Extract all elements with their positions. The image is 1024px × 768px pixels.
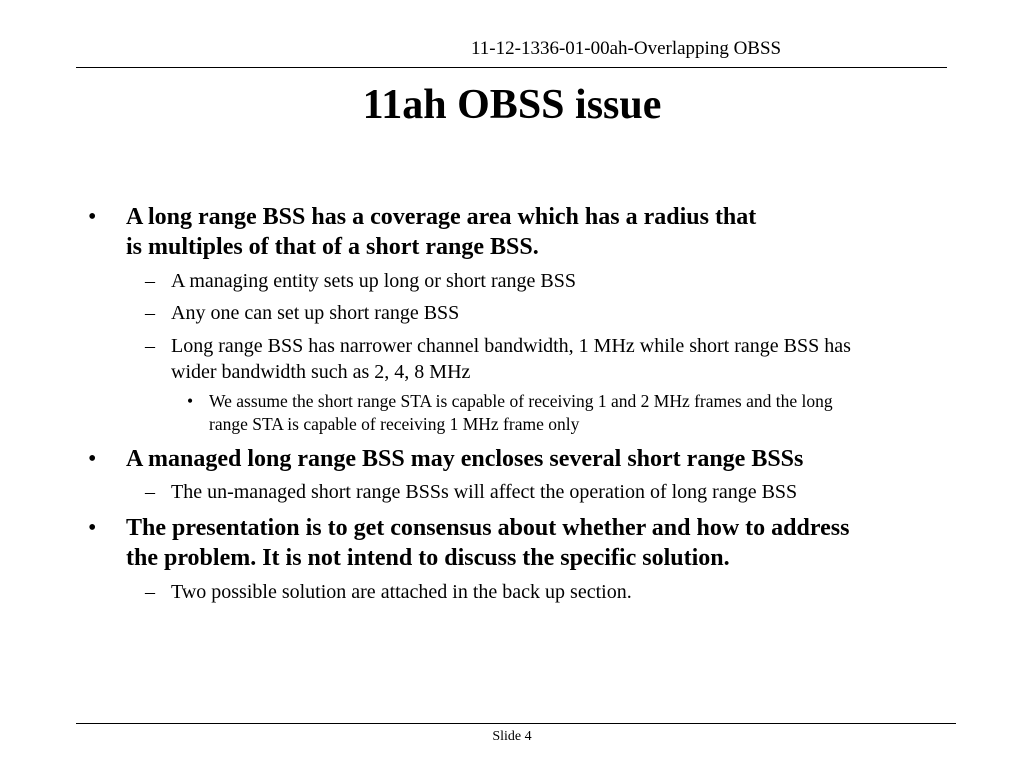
sub-bullet-2-1: The un-managed short range BSSs will affect the operation of long range BSS: [171, 481, 798, 503]
bullet-3-line-2: the problem. It is not intend to discuss the specific solution.: [126, 545, 730, 571]
sub-bullet-marker: –: [145, 481, 155, 503]
sub-bullet-marker: –: [145, 335, 155, 357]
sub-bullet-marker: –: [145, 581, 155, 603]
bullet-2-line-1: A managed long range BSS may encloses several short range BSSs: [126, 446, 804, 472]
bullet-3-line-1: The presentation is to get consensus about whether and how to address: [126, 515, 850, 541]
sub-bullet-1-1: A managing entity sets up long or short range BSS: [171, 270, 576, 292]
sub-bullet-1-3-line-2: wider bandwidth such as 2, 4, 8 MHz: [171, 361, 471, 383]
bullet-marker: •: [88, 446, 97, 472]
sub-bullet-1-3-line-1: Long range BSS has narrower channel bandwidth, 1 MHz while short range BSS has: [171, 335, 851, 357]
sub-bullet-1-2: Any one can set up short range BSS: [171, 302, 460, 324]
sub-bullet-3-1: Two possible solution are attached in the back up section.: [171, 581, 632, 603]
bullet-marker: •: [88, 515, 97, 541]
sub-sub-bullet-line-2: range STA is capable of receiving 1 MHz frame only: [209, 414, 580, 434]
slide-number: Slide 4: [492, 729, 532, 744]
sub-sub-bullet-line-1: We assume the short range STA is capable of receiving 1 and 2 MHz frames and the long: [209, 391, 833, 411]
footer-divider: [76, 723, 956, 724]
bullet-1-line-2: is multiples of that of a short range BSS.: [126, 234, 539, 260]
slide-title: 11ah OBSS issue: [362, 82, 662, 128]
bullet-1-line-1: A long range BSS has a coverage area which has a radius that: [126, 204, 757, 230]
sub-bullet-marker: –: [145, 302, 155, 324]
sub-sub-bullet-marker: •: [187, 391, 194, 411]
bullet-marker: •: [88, 204, 97, 230]
sub-bullet-marker: –: [145, 270, 155, 292]
document-id: 11-12-1336-01-00ah-Overlapping OBSS: [471, 38, 782, 59]
